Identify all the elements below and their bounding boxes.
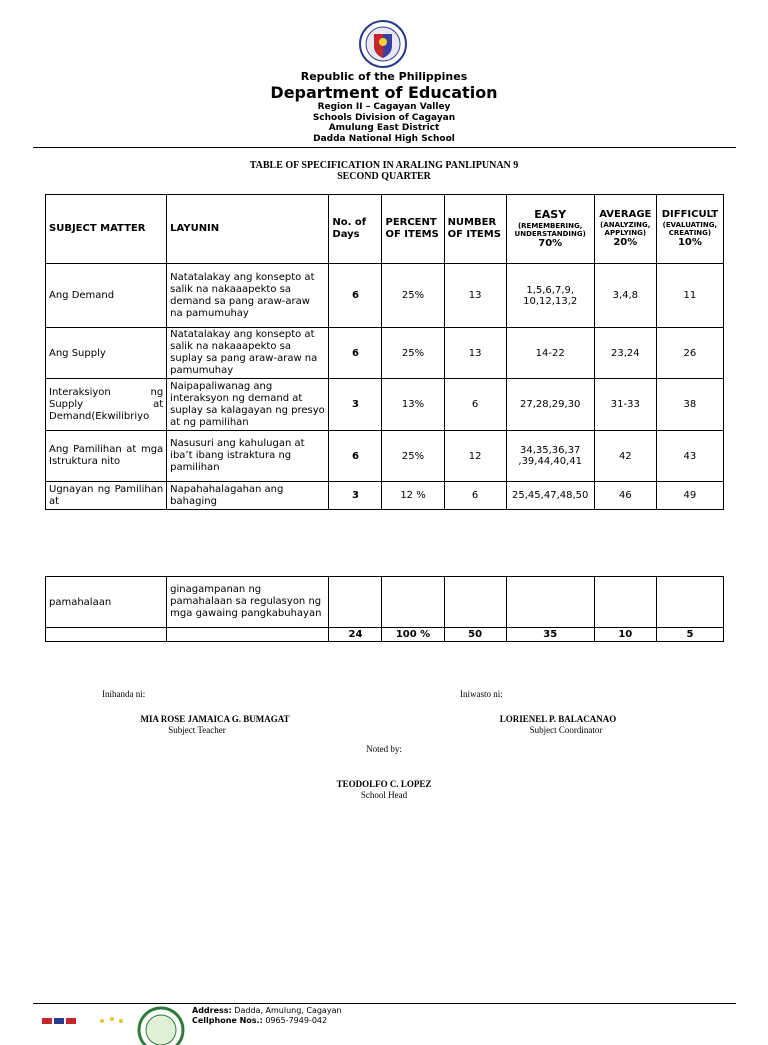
total-days: 24	[329, 628, 382, 642]
total-difficult: 5	[656, 628, 723, 642]
row-easy: 25,45,47,48,50	[506, 482, 594, 510]
empty-cell	[46, 628, 167, 642]
cellphone-value: 0965-7949-042	[265, 1016, 328, 1025]
difficult-label: DIFFICULT	[661, 209, 719, 220]
table-header-row	[46, 195, 724, 264]
row-subject: Interaksiyon ng Supply at Demand(Ekwilibriyo	[46, 379, 167, 431]
row-layunin: Naipapaliwanag ang interaksyon ng demand at suplay sa kalagayan ng presyo at ng pamilihan	[167, 379, 329, 431]
row-percent: 25%	[382, 328, 444, 379]
school-info	[0, 102, 768, 144]
table-row	[46, 577, 724, 628]
address-value: Dadda, Amulung, Cagayan	[234, 1006, 342, 1015]
row-days: 6	[329, 264, 382, 328]
row-days: 3	[329, 379, 382, 431]
empty-cell	[506, 577, 594, 628]
row-average: 42	[594, 431, 656, 482]
header-percent: PERCENT OF ITEMS	[382, 195, 444, 264]
row-subject: Ang Demand	[46, 264, 167, 328]
row-layunin: Natatalakay ang konsepto at salik na nakaaapekto sa suplay sa pang araw-araw na pamumuhay	[167, 328, 329, 379]
row-days: 3	[329, 482, 382, 510]
easy-pct: 70%	[538, 237, 563, 249]
document-title	[0, 160, 768, 182]
empty-cell	[656, 577, 723, 628]
noted-label: Noted by:	[366, 744, 402, 754]
row-items: 6	[444, 482, 506, 510]
row-layunin: Nasusuri ang kahulugan at iba’t ibang istraktura ng pamilihan	[167, 431, 329, 482]
average-label: AVERAGE	[599, 209, 652, 220]
row-subject: pamahalaan	[46, 577, 167, 628]
row-items: 12	[444, 431, 506, 482]
row-easy: 27,28,29,30	[506, 379, 594, 431]
specification-table-continued	[45, 576, 724, 642]
empty-cell	[594, 577, 656, 628]
title-line-1: TABLE OF SPECIFICATION IN ARALING PANLIPUNAN 9	[249, 160, 519, 171]
prepared-name: MIA ROSE JAMAICA G. BUMAGAT	[140, 714, 290, 724]
total-average: 10	[594, 628, 656, 642]
footer-address	[192, 1006, 342, 1016]
row-items: 13	[444, 264, 506, 328]
row-difficult: 38	[656, 379, 723, 431]
checked-name: LORIENEL P. BALACANAO	[499, 714, 617, 724]
footer-cellphone	[192, 1016, 327, 1026]
row-percent: 13%	[382, 379, 444, 431]
row-percent: 12 %	[382, 482, 444, 510]
easy-sub: (REMEMBERING, UNDERSTANDING)	[514, 221, 586, 238]
header-difficult	[656, 195, 723, 264]
row-layunin: Napahahalagahan ang bahaging	[167, 482, 329, 510]
row-percent: 25%	[382, 264, 444, 328]
empty-cell	[444, 577, 506, 628]
row-items: 13	[444, 328, 506, 379]
header-subject: SUBJECT MATTER	[46, 195, 167, 264]
header-divider	[33, 147, 736, 148]
average-sub: (ANALYZING, APPLYING)	[600, 221, 651, 237]
total-items: 50	[444, 628, 506, 642]
row-average: 31-33	[594, 379, 656, 431]
row-days: 6	[329, 328, 382, 379]
row-easy: 34,35,36,37 ,39,44,40,41	[506, 431, 594, 482]
republic-text: Republic of the Philippines	[300, 70, 468, 83]
table-row	[46, 379, 724, 431]
row-difficult: 43	[656, 431, 723, 482]
average-pct: 20%	[613, 237, 638, 248]
total-easy: 35	[506, 628, 594, 642]
header-easy	[506, 195, 594, 264]
empty-cell	[167, 628, 329, 642]
row-difficult: 26	[656, 328, 723, 379]
row-easy: 14-22	[506, 328, 594, 379]
row-subject: Ugnayan ng Pamilihan at	[46, 482, 167, 510]
header-number: NUMBER OF ITEMS	[444, 195, 506, 264]
school-text: Dadda National High School	[313, 133, 455, 144]
row-subject: Ang Supply	[46, 328, 167, 379]
district-text: Amulung East District	[328, 123, 440, 133]
deped-matatag-logo-icon	[42, 1014, 90, 1024]
footer-divider	[33, 1003, 736, 1004]
row-difficult: 11	[656, 264, 723, 328]
bagong-pilipinas-logo-icon	[96, 1014, 126, 1024]
checked-role: Subject Coordinator	[529, 725, 603, 735]
row-days: 6	[329, 431, 382, 482]
noted-name: TEODOLFO C. LOPEZ	[336, 779, 432, 789]
easy-label: EASY	[534, 207, 567, 221]
difficult-sub: (EVALUATING, CREATING)	[662, 221, 718, 237]
prepared-role: Subject Teacher	[168, 725, 226, 735]
row-average: 46	[594, 482, 656, 510]
header-layunin: LAYUNIN	[167, 195, 329, 264]
row-average: 23,24	[594, 328, 656, 379]
row-percent: 25%	[382, 431, 444, 482]
deped-seal-icon	[359, 20, 407, 68]
row-subject: Ang Pamilihan at mga Istruktura nito	[46, 431, 167, 482]
row-layunin: ginagampanan ng pamahalaan sa regulasyon ng mga gawaing pangkabuhayan	[167, 577, 329, 628]
header-average	[594, 195, 656, 264]
difficult-pct: 10%	[677, 237, 702, 248]
title-line-2: SECOND QUARTER	[337, 171, 431, 182]
region-text: Region II – Cagayan Valley	[317, 102, 451, 112]
row-items: 6	[444, 379, 506, 431]
specification-table	[45, 194, 724, 510]
row-easy: 1,5,6,7,9, 10,12,13,2	[506, 264, 594, 328]
table-row	[46, 482, 724, 510]
table-row	[46, 431, 724, 482]
table-row	[46, 328, 724, 379]
row-average: 3,4,8	[594, 264, 656, 328]
empty-cell	[329, 577, 382, 628]
row-difficult: 49	[656, 482, 723, 510]
row-layunin: Natatalakay ang konsepto at salik na nakaaapekto sa demand sa pang araw-araw na pamumuhay	[167, 264, 329, 328]
empty-cell	[382, 577, 444, 628]
totals-row	[46, 628, 724, 642]
total-percent: 100 %	[382, 628, 444, 642]
noted-role: School Head	[360, 790, 408, 800]
division-text: Schools Division of Cagayan	[312, 112, 456, 123]
department-title: Department of Education	[270, 83, 498, 102]
prepared-label: Inihanda ni:	[102, 689, 146, 699]
address-label: Address:	[192, 1006, 232, 1015]
header-days: No. of Days	[329, 195, 382, 264]
cellphone-label: Cellphone Nos.:	[192, 1016, 263, 1025]
table-row	[46, 264, 724, 328]
checked-label: Iniwasto ni:	[460, 689, 503, 699]
school-seal-icon	[136, 1005, 186, 1045]
